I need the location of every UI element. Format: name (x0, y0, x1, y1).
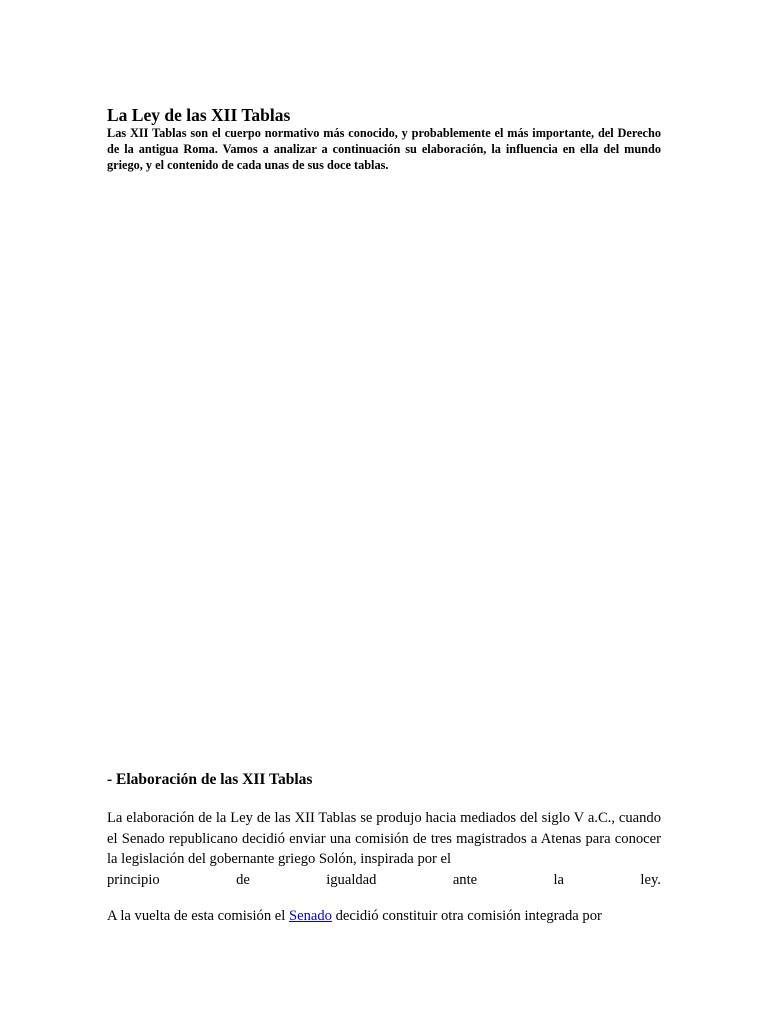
word: igualdad (326, 871, 377, 888)
word: de (236, 871, 250, 888)
intro-paragraph: Las XII Tablas son el cuerpo normativo más conocido, y probablemente el más importante, del Derecho de la antigua Roma. Vamos a analizar a continuación su elaboración, la influencia en ella del mundo griego, y el contenido de cada unas de sus doce tablas. (107, 126, 661, 172)
page-title: La Ley de las XII Tablas (107, 105, 291, 125)
word: ley. (640, 871, 661, 888)
paragraph-text-end: decidió constituir otra comisión integrada por (331, 908, 602, 924)
paragraph-text: La elaboración de la Ley de las XII Tablas se produjo hacia mediados del siglo V a.C., cuando el Senado republicano decidió enviar una comisión de tres magistrados a Atenas para conocer la legislación del gobernante griego Solón, inspirada por el (107, 810, 661, 867)
body-paragraph-1 (107, 808, 661, 890)
body-paragraph-2 (107, 906, 661, 927)
senado-link[interactable]: Senado (288, 908, 332, 924)
word: ante (452, 871, 478, 888)
paragraph-text-start: A la vuelta de esta comisión el (107, 908, 289, 924)
section-heading: - Elaboración de las XII Tablas (107, 771, 313, 788)
word: principio (107, 871, 160, 888)
word: la (553, 871, 565, 888)
paragraph-last-line (107, 870, 661, 891)
